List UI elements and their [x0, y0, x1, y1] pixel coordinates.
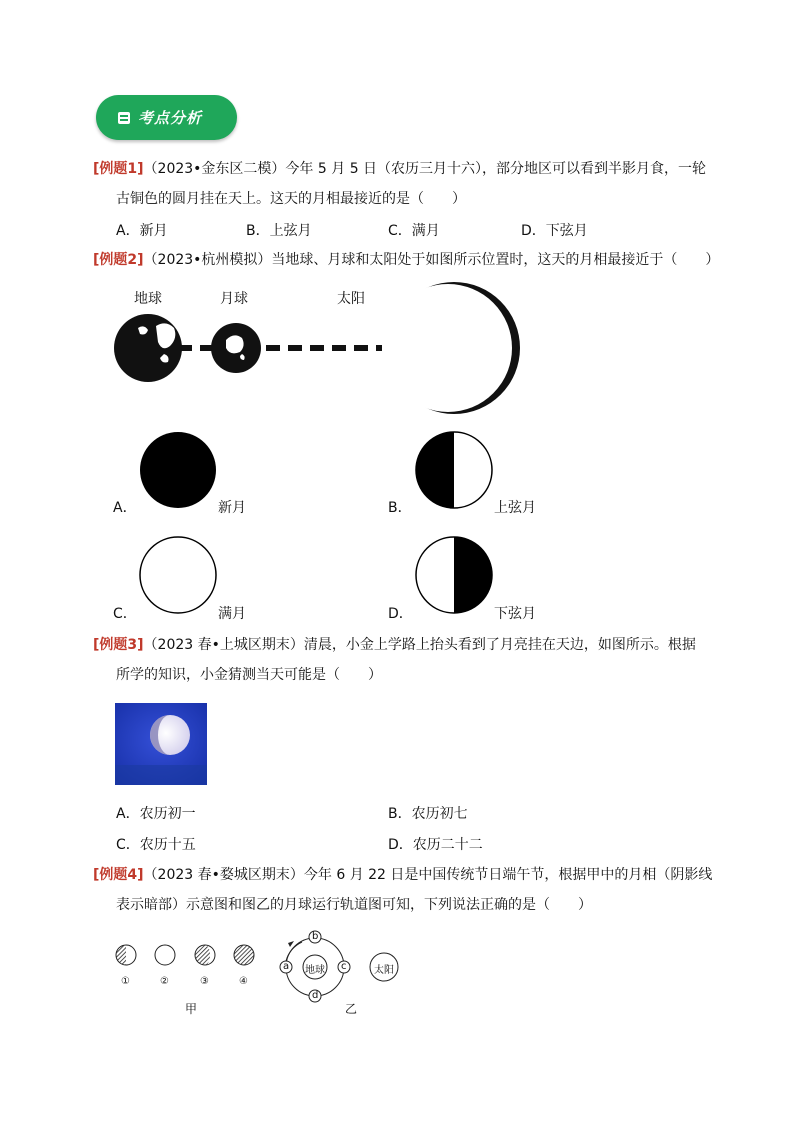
q3-option-b[interactable]: B．农历初七: [388, 806, 468, 822]
q2-option-c-phase: [137, 535, 219, 615]
figure-yi-label: 乙: [345, 1002, 358, 1016]
earth-moon-sun-diagram: [108, 280, 528, 425]
section-badge-label: 考点分析: [138, 109, 203, 127]
orbit-direction-arrow-icon: [288, 941, 294, 947]
orbit-earth-label: 地球: [305, 965, 325, 976]
orbit-point-a: a: [283, 961, 290, 972]
question-3: [93, 630, 713, 690]
q1-option-d[interactable]: D．下弦月: [521, 223, 588, 239]
question-2-tag: [例题2]: [93, 252, 144, 268]
question-1-tag: [例题1]: [93, 161, 144, 177]
question-4-tag: [例题4]: [93, 867, 144, 883]
moon-label: 月球: [220, 291, 248, 307]
q2-option-d-name[interactable]: 下弦月: [494, 606, 536, 622]
q1-option-c[interactable]: C．满月: [388, 223, 440, 239]
question-3-tag: [例题3]: [93, 637, 144, 653]
question-1-line-2: 古铜色的圆月挂在天上。这天的月相最接近的是（ ）: [116, 191, 466, 207]
q1-option-b[interactable]: B．上弦月: [246, 223, 312, 239]
moon-night-photo: [115, 703, 207, 785]
q2-option-d-letter[interactable]: D．: [388, 606, 413, 622]
earth-drawing: [114, 314, 182, 382]
question-2: [93, 245, 733, 275]
jia-phase-1: [116, 945, 136, 965]
q2-option-b-phase: [413, 430, 495, 510]
jia-phase-2: [155, 945, 175, 965]
orbit-point-b: b: [312, 931, 319, 942]
document-icon: [118, 112, 130, 124]
q2-option-c-letter[interactable]: C．: [113, 606, 137, 622]
question-4-line-1: （2023 春•婺城区期末）今年 6 月 22 日是中国传统节日端午节，根据甲中的月相（阴影线: [143, 867, 713, 883]
jia-phase-3: [195, 945, 215, 965]
jia-number-3: ③: [200, 976, 209, 987]
orbit-point-d: d: [312, 990, 319, 1001]
sun-label: 太阳: [337, 291, 365, 307]
question-4-line-2: 表示暗部）示意图和图乙的月球运行轨道图可知，下列说法正确的是（ ）: [116, 897, 592, 913]
figure-jia-phases: [114, 942, 264, 968]
figure-jia-label: 甲: [185, 1002, 198, 1016]
question-1-line-1: （2023•金东区二模）今年 5 月 5 日（农历三月十六），部分地区可以看到半影月食，一轮: [143, 161, 707, 177]
q1-option-a[interactable]: A．新月: [116, 223, 168, 239]
jia-number-1: ①: [121, 976, 130, 987]
question-3-line-1: （2023 春•上城区期末）清晨，小金上学路上抬头看到了月亮挂在天边，如图所示。根据: [143, 637, 696, 653]
q2-option-a-name[interactable]: 新月: [218, 500, 246, 516]
q2-option-b-name[interactable]: 上弦月: [494, 500, 536, 516]
q3-option-d[interactable]: D．农历二十二: [388, 837, 483, 853]
jia-number-2: ②: [160, 976, 169, 987]
sun-drawing: [384, 282, 520, 414]
moon-drawing: [211, 323, 261, 373]
q2-option-b-letter[interactable]: B．: [388, 500, 412, 516]
q3-option-a[interactable]: A．农历初一: [116, 806, 196, 822]
orbit-point-c: c: [341, 961, 347, 972]
question-2-text: （2023•杭州模拟）当地球、月球和太阳处于如图所示位置时，这天的月相最接近于（ ）: [143, 252, 720, 268]
question-3-line-2: 所学的知识，小金猜测当天可能是（ ）: [116, 667, 382, 683]
jia-number-4: ④: [239, 976, 248, 987]
q2-option-a-phase: [138, 430, 218, 510]
q2-option-c-name[interactable]: 满月: [218, 606, 246, 622]
earth-label: 地球: [134, 291, 162, 307]
q2-option-d-phase: [413, 535, 495, 615]
question-4: [93, 860, 713, 920]
question-1: [93, 154, 713, 214]
q2-option-a-letter[interactable]: A．: [113, 500, 137, 516]
q3-option-c[interactable]: C．农历十五: [116, 837, 196, 853]
orbit-sun-label: 太阳: [374, 965, 394, 976]
section-badge: [96, 95, 237, 140]
jia-phase-4: [234, 945, 254, 965]
